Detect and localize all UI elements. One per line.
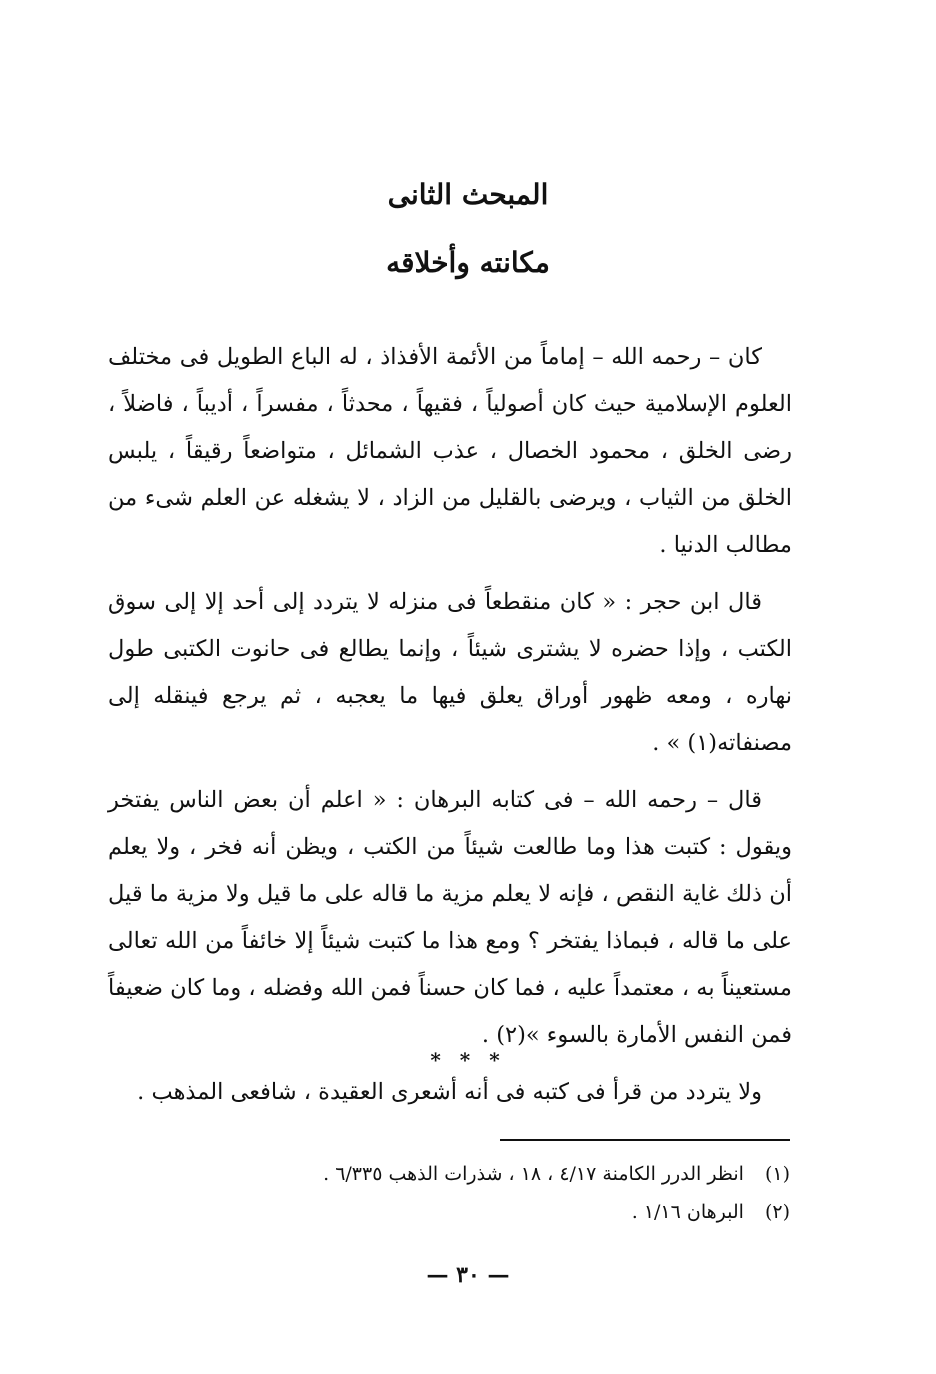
paragraph-4: ولا يتردد من قرأ فى كتبه فى أنه أشعرى العقيدة ، شافعى المذهب . — [137, 1079, 762, 1105]
footnotes — [230, 1155, 790, 1231]
section-subtitle: مكانته وأخلاقه — [386, 246, 550, 279]
footnote-number: (٢) — [764, 1201, 790, 1223]
section-title: المبحث الثانى — [387, 178, 549, 211]
footnote-1 — [230, 1155, 790, 1193]
paragraph-2: قال ابن حجر : « كان منقطعاً فى منزله لا يتردد إلى أحد إلا إلى سوق الكتب ، وإذا حضره لا يشترى شيئاً ، وإنما يطالع فى حانوت الكتبى طول نهاره ، ومعه ظهور أوراق يعلق فيها ما يعجبه ، ثم يرجع فينقله إلى مصنفاته(١) » . — [108, 589, 792, 756]
paragraph-1: كان – رحمه الله – إماماً من الأئمة الأفذاذ ، له الباع الطويل فى مختلف العلوم الإسلامية حيث كان أصولياً ، فقيهاً ، محدثاً ، مفسراً ، أديباً ، فاضلاً ، رضى الخلق ، محمود الخصال ، عذب الشمائل ، متواضعاً رقيقاً ، يلبس الخلق من الثياب ، ويرضى بالقليل من الزاد ، لا يشغله عن العلم شىء من مطالب الدنيا . — [108, 344, 792, 558]
section-separator: * * * — [430, 1048, 506, 1072]
paragraph-3: قال – رحمه الله – فى كتابه البرهان : « اعلم أن بعض الناس يفتخر ويقول : كتبت هذا وما طالعت شيئاً من الكتب ، ويظن أنه فخر ، ولا يعلم أن ذلك غاية النقص ، فإنه لا يعلم مزية ما قاله على ما قيل ولا مزية ما قيل على ما قاله ، فبماذا يفتخر ؟ ومع هذا ما كتبت شيئاً إلا خائفاً من الله تعالى مستعيناً به ، معتمداً عليه ، فما كان حسناً فمن الله وفضله ، وما كان ضعيفاً فمن النفس الأمارة بالسوء »(٢) . — [108, 787, 792, 1048]
footnote-divider — [500, 1139, 790, 1141]
footnote-2 — [230, 1193, 790, 1231]
page-number: — ٣٠ — — [426, 1262, 510, 1288]
body-text — [108, 334, 792, 1126]
footnote-text: البرهان ١/١٦ . — [631, 1201, 744, 1223]
footnote-text: انظر الدرر الكامنة ٤/١٧ ، ١٨ ، شذرات الذهب ٦/٣٣٥ . — [323, 1163, 744, 1185]
footnote-number: (١) — [764, 1163, 790, 1185]
